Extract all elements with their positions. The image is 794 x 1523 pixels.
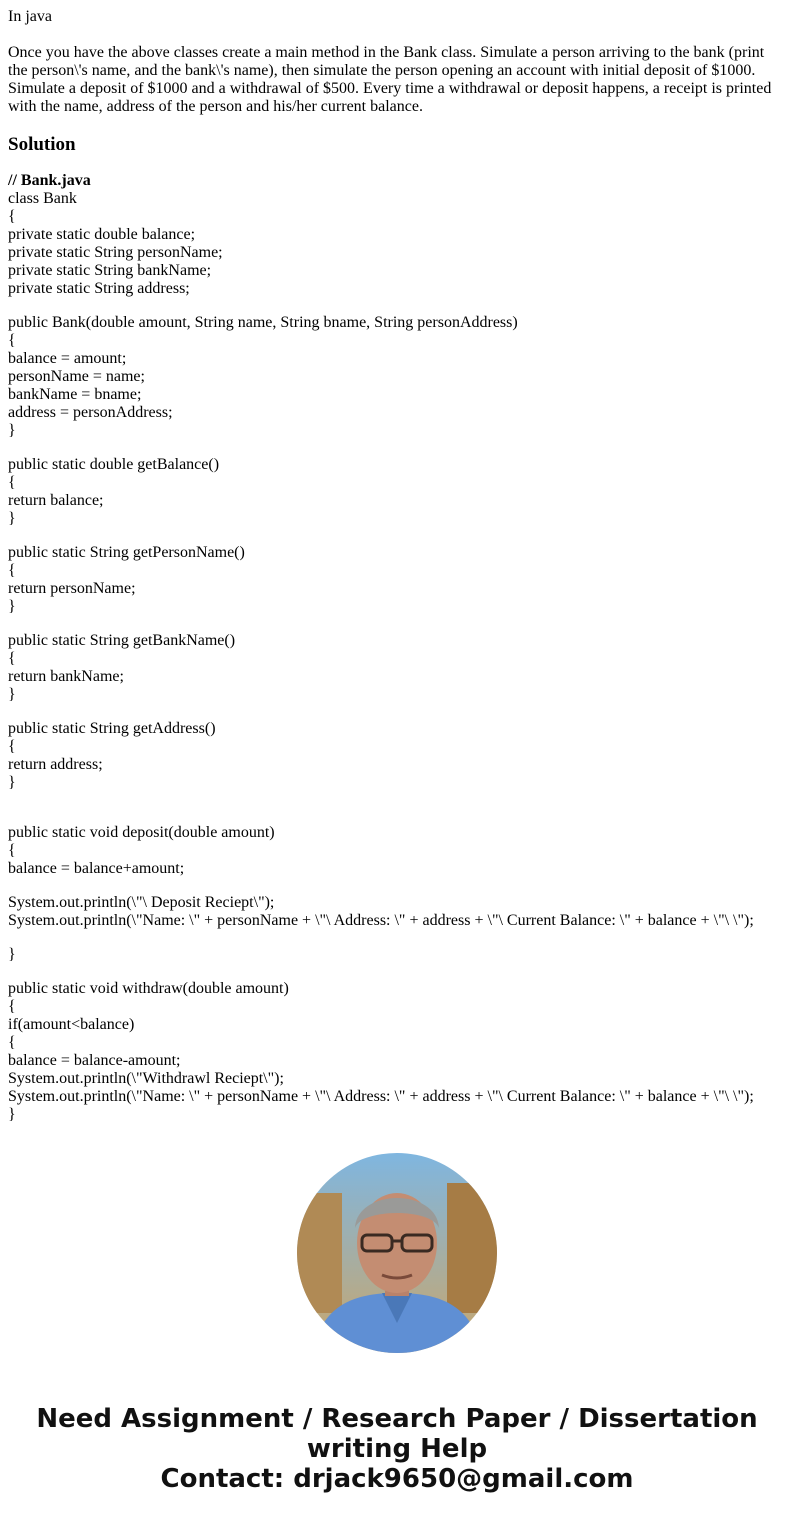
author-avatar	[297, 1153, 497, 1353]
code-line: return bankName;	[8, 668, 124, 685]
code-line: }	[8, 946, 16, 963]
code-line: public static String getPersonName()	[8, 544, 245, 561]
code-line: public static String getBankName()	[8, 632, 236, 649]
code-blank-line	[8, 930, 786, 946]
code-line: public Bank(double amount, String name, String bname, String personAddress)	[8, 314, 518, 331]
code-lines	[8, 190, 786, 1124]
question-body: Once you have the above classes create a main method in the Bank class. Simulate a person arriving to the bank (print the person\'s name, and the bank\'s name), then simulate the person opening an account with initial deposit of $1000. Simulate a deposit of $1000 and a withdrawal of $500. Every time a withdrawal or deposit happens, a receipt is printed with the name, address of the person and his/her current balance.	[8, 44, 772, 115]
code-line: }	[8, 774, 16, 791]
code-line: System.out.println(\"\ Deposit Reciept\");	[8, 894, 275, 911]
code-line: {	[8, 998, 16, 1015]
code-line: public static double getBalance()	[8, 456, 220, 473]
code-blank-line	[8, 528, 786, 544]
code-file-label: // Bank.java	[8, 172, 91, 189]
code-line: {	[8, 562, 16, 579]
code-line: private static String personName;	[8, 244, 223, 261]
code-line: {	[8, 650, 16, 667]
code-line: private static String bankName;	[8, 262, 212, 279]
code-blank-line	[8, 792, 786, 808]
code-line: if(amount<balance)	[8, 1016, 135, 1033]
banner-line-2: writing Help	[306, 1434, 488, 1464]
code-block	[8, 172, 786, 1124]
document-body	[8, 8, 786, 1124]
solution-heading: Solution	[8, 134, 76, 155]
code-line: private static String address;	[8, 280, 190, 297]
code-line: System.out.println(\"Name: \" + personName + \"\ Address: \" + address + \"\ Current Balance: \" + balance + \"\ \");	[8, 1088, 754, 1105]
code-line: System.out.println(\"Withdrawl Reciept\");	[8, 1070, 284, 1087]
code-line: balance = amount;	[8, 350, 127, 367]
code-blank-line	[8, 440, 786, 456]
banner-line-1: Need Assignment / Research Paper / Dissertation	[36, 1404, 758, 1434]
code-line: class Bank	[8, 190, 77, 207]
code-blank-line	[8, 298, 786, 314]
code-line: {	[8, 842, 16, 859]
code-line: System.out.println(\"Name: \" + personName + \"\ Address: \" + address + \"\ Current Balance: \" + balance + \"\ \");	[8, 912, 754, 929]
code-blank-line	[8, 808, 786, 824]
person-portrait-icon	[297, 1153, 497, 1353]
code-line: private static double balance;	[8, 226, 196, 243]
code-line: return personName;	[8, 580, 136, 597]
code-line: }	[8, 1106, 16, 1123]
code-blank-line	[8, 878, 786, 894]
question-intro: In java	[8, 8, 52, 25]
code-line: balance = balance+amount;	[8, 860, 185, 877]
banner-contact: Contact: drjack9650@gmail.com	[160, 1464, 634, 1494]
code-line: {	[8, 474, 16, 491]
code-line: }	[8, 686, 16, 703]
code-line: }	[8, 422, 16, 439]
code-line: bankName = bname;	[8, 386, 142, 403]
code-line: {	[8, 738, 16, 755]
code-line: {	[8, 208, 16, 225]
code-line: }	[8, 598, 16, 615]
code-blank-line	[8, 964, 786, 980]
code-line: public static void deposit(double amount)	[8, 824, 275, 841]
code-line: address = personAddress;	[8, 404, 173, 421]
code-blank-line	[8, 616, 786, 632]
code-line: public static String getAddress()	[8, 720, 216, 737]
code-line: personName = name;	[8, 368, 145, 385]
code-blank-line	[8, 704, 786, 720]
promo-banner	[0, 1404, 794, 1494]
code-line: return balance;	[8, 492, 104, 509]
code-line: balance = balance-amount;	[8, 1052, 181, 1069]
code-line: return address;	[8, 756, 103, 773]
code-line: public static void withdraw(double amount)	[8, 980, 289, 997]
code-line: {	[8, 332, 16, 349]
code-line: }	[8, 510, 16, 527]
code-line: {	[8, 1034, 16, 1051]
